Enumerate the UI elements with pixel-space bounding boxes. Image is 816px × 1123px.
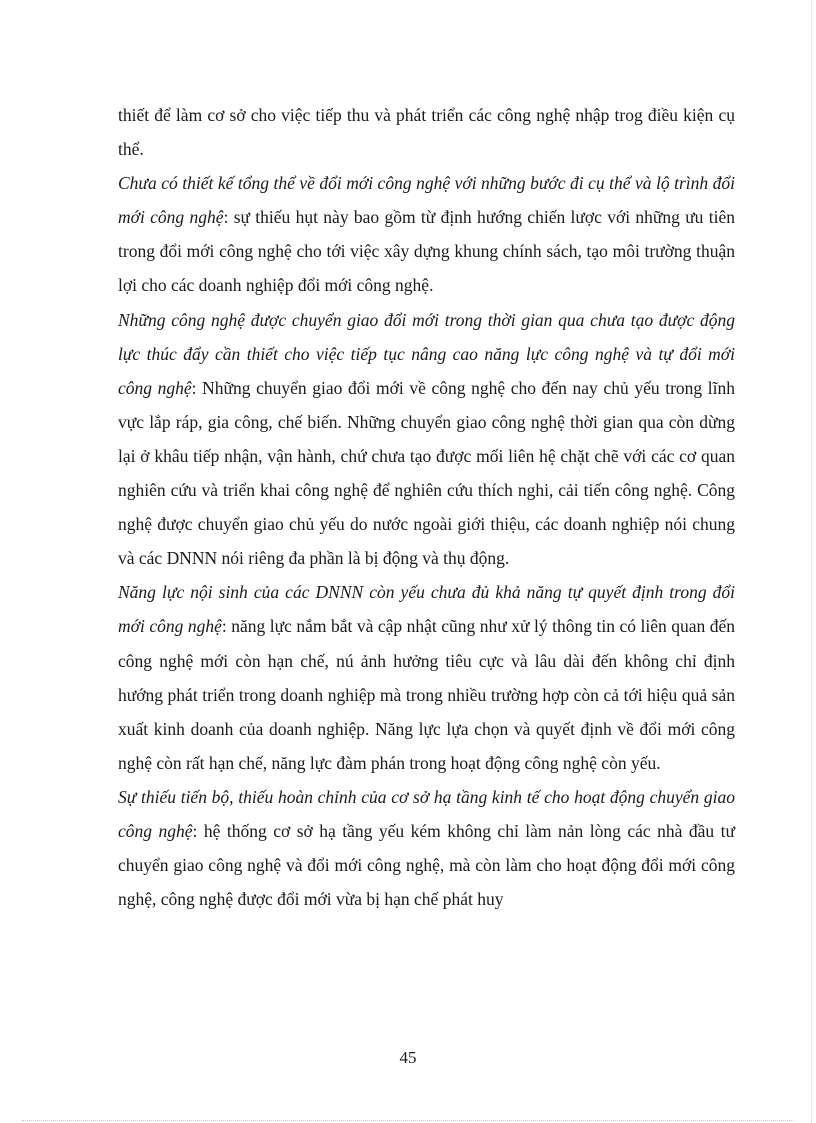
paragraph-3-lead: Những công nghệ được chuyển giao đổi mới trong thời gian qua chưa tạo được động lực thúc đẩy cần thiết cho việc tiếp tục nâng cao năng lực công nghệ và tự đổi mới công nghệ	[118, 309, 735, 398]
right-dotted-border	[811, 0, 812, 1123]
paragraph-4	[118, 575, 735, 780]
paragraph-5-lead: Sự thiếu tiến bộ, thiếu hoàn chỉnh của cơ sở hạ tầng kinh tế cho hoạt động chuyển giao công nghệ	[118, 786, 735, 841]
paragraph-5-body: : hệ thống cơ sở hạ tầng yếu kém không chỉ làm nản lòng các nhà đầu tư chuyển giao công nghệ và đổi mới công nghệ, mà còn làm cho hoạt động đổi mới công nghệ, công nghệ được đổi mới vừa bị hạn chế phát huy	[118, 820, 735, 910]
page-number: 45	[399, 1048, 417, 1067]
paragraph-3-body: : Những chuyển giao đổi mới về công nghệ cho đến nay chủ yếu trong lĩnh vực lắp ráp, gia công, chế biến. Những chuyển giao công nghệ thời gian qua còn dừng lại ở khâu tiếp nhận, vận hành, chứ chưa tạo được mối liên hệ chặt chẽ với các cơ quan nghiên cứu và triển khai công nghệ để nghiên cứu thích nghi, cải tiến công nghệ. Công nghệ được chuyển giao chủ yếu do nước ngoài giới thiệu, các doanh nghiệp nói chung và các DNNN nói riêng đa phần là bị động và thụ động.	[118, 377, 735, 569]
paragraph-2-lead: Chưa có thiết kế tổng thể về đổi mới công nghệ với những bước đi cụ thể và lộ trình đổi mới công nghệ	[118, 173, 735, 228]
body-text	[118, 98, 735, 916]
paragraph-5	[118, 780, 735, 916]
paragraph-1-body: thiết để làm cơ sở cho việc tiếp thu và phát triển các công nghệ nhập trog điều kiện cụ thể.	[118, 105, 735, 160]
paragraph-4-body: : năng lực nắm bắt và cập nhật cũng như xử lý thông tin có liên quan đến công nghệ mới còn hạn chế, nú ảnh hưởng tiêu cực và lâu dài đến không chỉ định hướng phát triển trong doanh nghiệp mà trong nhiều trường hợp còn cả tới hiệu quả sản xuất kinh doanh của doanh nghiệp. Năng lực lựa chọn và quyết định về đổi mới công nghệ còn rất hạn chế, năng lực đàm phán trong hoạt động công nghệ còn yếu.	[118, 616, 735, 773]
paragraph-3	[118, 303, 735, 576]
bottom-dotted-border	[22, 1120, 794, 1121]
paragraph-2	[118, 166, 735, 302]
paragraph-4-lead: Năng lực nội sinh của các DNNN còn yếu chưa đủ khả năng tự quyết định trong đổi mới công nghệ	[118, 582, 735, 637]
paragraph-2-body: : sự thiếu hụt này bao gồm từ định hướng chiến lược với những ưu tiên trong đổi mới công nghệ cho tới việc xây dựng khung chính sách, tạo môi trường thuận lợi cho các doanh nghiệp đổi mới công nghệ.	[118, 207, 735, 296]
paragraph-1	[118, 98, 735, 166]
